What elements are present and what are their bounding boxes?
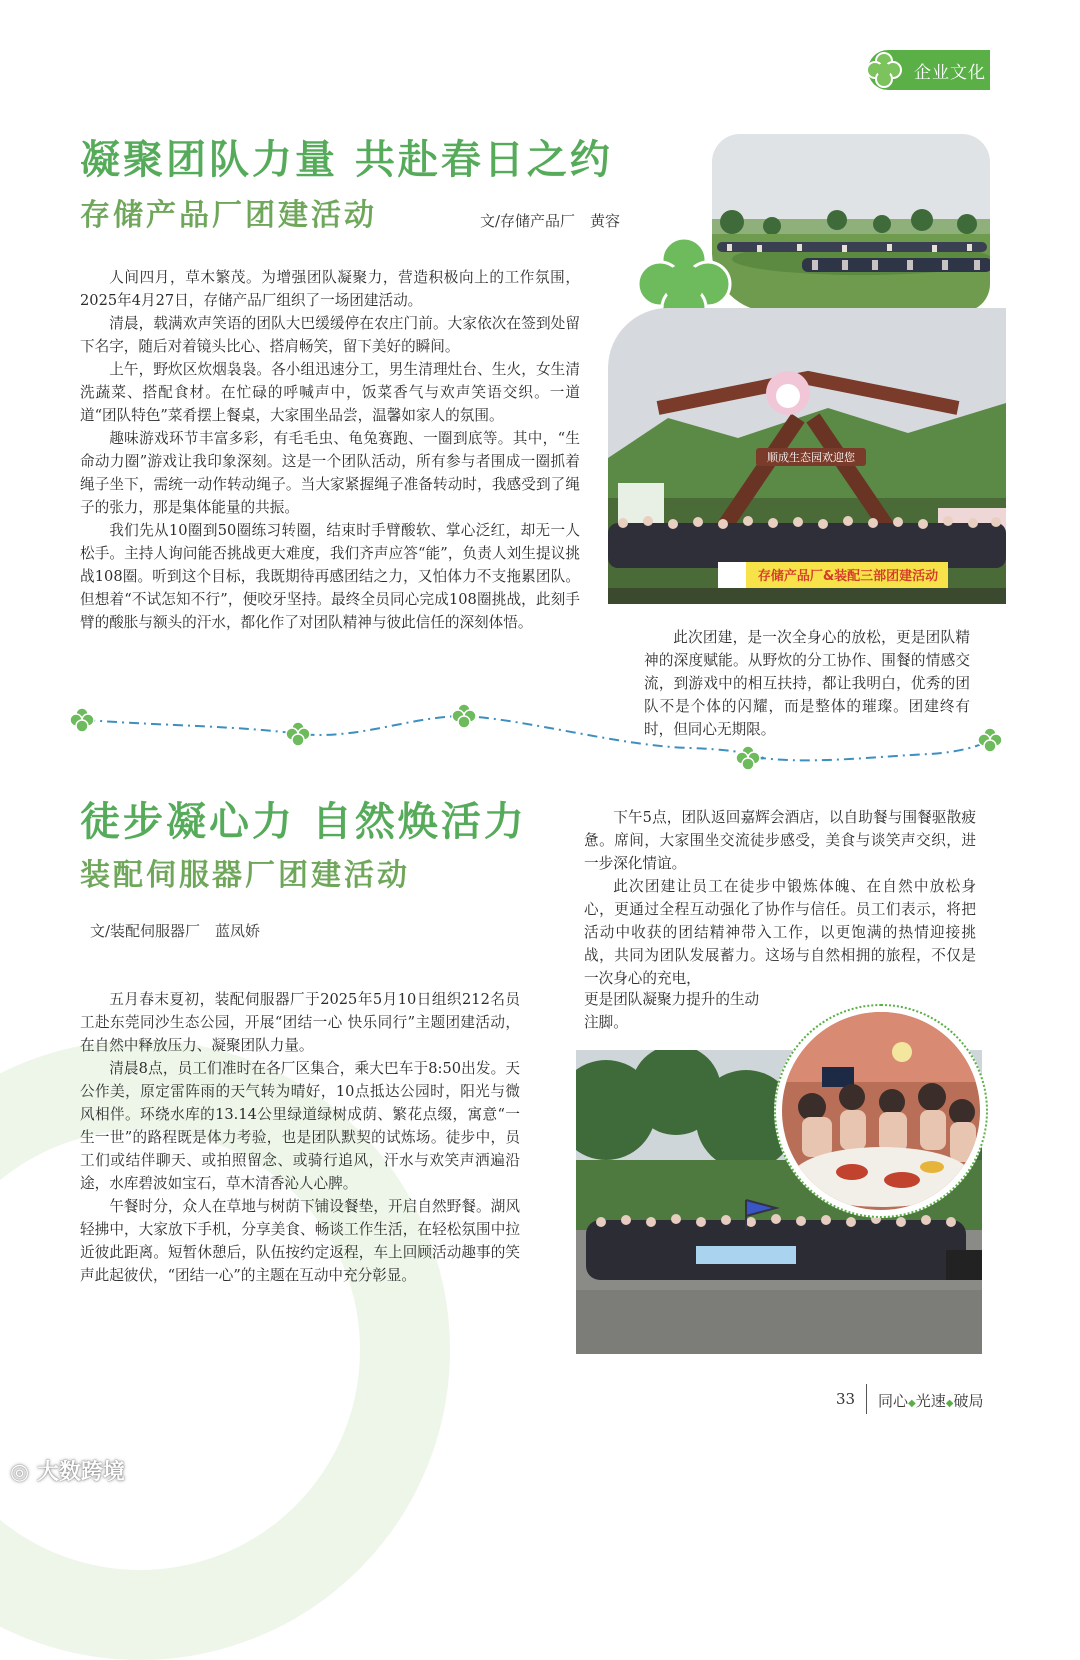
paragraph: 清晨8点，员工们准时在各厂区集合，乘大巴车于8:50出发。天公作美，原定雷阵雨的天气转为晴好，10点抵达公园时，阳光与微风相伴。环绕水库的13.14公里绿道绿树成荫、繁花点缀，寓意“一生一世”的路程既是体力考验，也是团队默契的试炼场。徒步中，员工们或结伴聊天、或拍照留念、或骑行追风，汗水与欢笑声洒遍沿途，水库碧波如宝石，草木清香沁人心脾。 [80,1060,520,1192]
paragraph: 此次团建，是一次全身心的放松，更是团队精神的深度赋能。从野炊的分工协作、围餐的情感交流，到游戏中的相互扶持，都让我明白，优秀的团队不是个体的闪耀，而是整体的璀璨。团建终有时，但同心无期限。 [644,629,970,738]
article1-subtitle: 存储产品厂团建活动 [80,198,377,233]
slogan-word: 光速 [915,1392,946,1410]
slogan-word: 破局 [953,1392,984,1410]
paragraph: 此次团建让员工在徒步中锻炼体魄、在自然中放松身心，更通过全程互动强化了协作与信任。员工们表示，将把活动中收获的团结精神带入工作，以更饱满的热情迎接挑战，共同为团队发展蓄力。这场与自然相拥的旅程，不仅是一次身心的充电， [584,878,976,987]
article2-subtitle: 装配伺服器厂团建活动 [80,858,410,893]
article1-byline: 文/存储产品厂 黄容 [480,212,621,230]
paragraph: 下午5点，团队返回嘉辉会酒店，以自助餐与围餐驱散疲惫。席间，大家围坐交流徒步感受，美食与谈笑声交织，进一步深化情谊。 [584,809,976,872]
photo-dinner [782,1012,980,1210]
footer-slogan [878,1390,983,1411]
photo-dinner-frame [774,1004,988,1218]
article1-title: 凝聚团队力量 共赴春日之约 [80,137,613,183]
clover-icon [70,704,1002,770]
gate-sign-text: 顺成生态园欢迎您 [767,451,855,464]
slogan-word: 同心 [878,1392,909,1410]
page-number: 33 [836,1390,856,1408]
footer-divider [866,1384,867,1414]
watermark [10,1455,125,1486]
text-line: 更是团队凝聚力提升的生动 [584,991,760,1008]
article2-body-right-tail [584,988,824,1034]
paragraph: 清晨，载满欢声笑语的团队大巴缓缓停在农庄门前。大家依次在签到处留下名字，随后对着镜头比心、搭肩畅笑，留下美好的瞬间。 [80,315,580,355]
section-tab-label: 企业文化 [914,63,986,83]
diamond-icon: ◆ [945,1398,954,1409]
photo-lawn-circle [712,134,990,312]
paragraph: 我们先从10圈到50圈练习转圈，结束时手臂酸软、掌心泛红，却无一人松手。主持人询问能否挑战更大难度，我们齐声应答“能”，负责人刘生提议挑战108圈。听到这个目标，我既期待再感团结之力，又怕体力不支拖累团队。但想着“不试怎知不行”，便咬牙坚持。最终全员同心完成108圈挑战，此刻手臂的酸胀与额头的汗水，都化作了对团队精神与彼此信任的深刻体悟。 [80,522,580,631]
watermark-logo-icon: ◎ [10,1460,30,1485]
photo-group-gate [608,308,1006,604]
watermark-text: 大数跨境 [36,1460,125,1485]
paragraph: 趣味游戏环节丰富多彩，有毛毛虫、龟兔赛跑、一圈到底等。其中，“生命动力圈”游戏让我印象深刻。这是一个团队活动，所有参与者围成一圈抓着绳子坐下，需统一动作转动绳子。当大家紧握绳子准备转动时，我感受到了绳子的张力，那是集体能量的共振。 [80,430,580,516]
paragraph: 人间四月，草木繁茂。为增强团队凝聚力，营造积极向上的工作氛围，2025年4月27日，存储产品厂组织了一场团建活动。 [80,269,580,309]
group-banner-text: 存储产品厂&装配三部团建活动 [757,569,939,584]
paragraph: 上午，野炊区炊烟袅袅。各小组迅速分工，男生清理灶台、生火，女生清洗蔬菜、搭配食材。在忙碌的呼喊声中，饭菜香气与欢声笑语交织。一道道“团队特色”菜肴摆上餐桌，大家围坐品尝，温馨如家人的氛围。 [80,361,580,424]
paragraph: 五月春末夏初，装配伺服器厂于2025年5月10日组织212名员工赴东莞同沙生态公园，开展“团结一心 快乐同行”主题团建活动，在自然中释放压力、凝聚团队力量。 [80,991,520,1054]
article1-body [80,266,580,634]
article2-body-right [584,806,976,990]
dashed-divider [60,696,1010,786]
clover-icon [866,52,902,88]
text-line: 注脚。 [584,1014,628,1031]
article2-body-left [80,988,520,1287]
paragraph: 午餐时分，众人在草地与树荫下铺设餐垫，开启自然野餐。湖风轻拂中，大家放下手机，分享美食、畅谈工作生活，在轻松氛围中拉近彼此距离。短暂休憩后，队伍按约定返程，车上回顾活动趣事的笑声此起彼伏，“团结一心”的主题在互动中充分彰显。 [80,1198,520,1284]
article2-title: 徒步凝心力 自然焕活力 [80,799,527,845]
diamond-icon: ◆ [908,1398,916,1409]
article2-byline: 文/装配伺服器厂 蓝凤娇 [90,922,261,940]
